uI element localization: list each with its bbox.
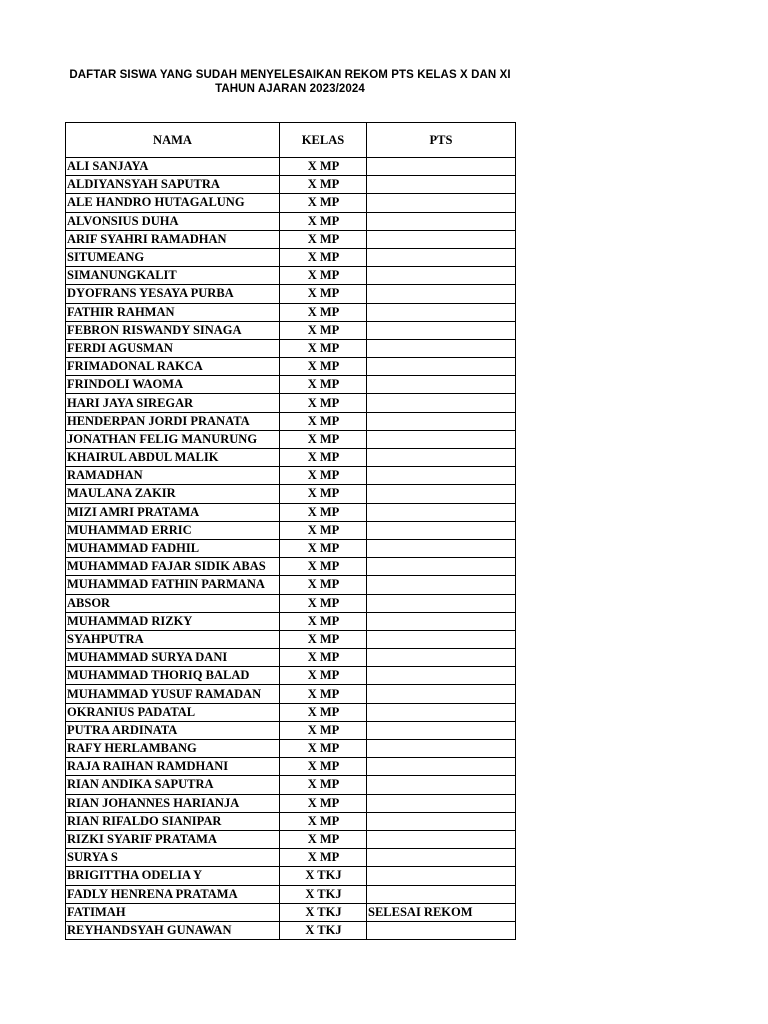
cell-pts	[367, 539, 516, 557]
cell-pts	[367, 812, 516, 830]
cell-kelas: X MP	[280, 394, 367, 412]
table-row	[66, 594, 516, 612]
table-row	[66, 230, 516, 248]
cell-pts	[367, 248, 516, 266]
cell-kelas: X MP	[280, 594, 367, 612]
cell-kelas: X MP	[280, 630, 367, 648]
table-row	[66, 703, 516, 721]
table-row	[66, 321, 516, 339]
table-row	[66, 539, 516, 557]
table-row	[66, 849, 516, 867]
cell-kelas: X TKJ	[280, 903, 367, 921]
cell-pts	[367, 594, 516, 612]
cell-nama: OKRANIUS PADATAL	[66, 703, 280, 721]
cell-pts	[367, 176, 516, 194]
cell-pts	[367, 703, 516, 721]
cell-nama: ALI SANJAYA	[66, 158, 280, 176]
cell-pts	[367, 867, 516, 885]
table-row	[66, 503, 516, 521]
cell-pts	[367, 230, 516, 248]
cell-nama: FATIMAH	[66, 903, 280, 921]
cell-kelas: X MP	[280, 830, 367, 848]
table-row	[66, 576, 516, 594]
table-row	[66, 867, 516, 885]
table-row	[66, 667, 516, 685]
table-row	[66, 158, 516, 176]
cell-kelas: X MP	[280, 667, 367, 685]
cell-pts	[367, 776, 516, 794]
cell-kelas: X MP	[280, 776, 367, 794]
cell-pts	[367, 921, 516, 939]
header-pts: PTS	[367, 123, 516, 158]
cell-pts	[367, 667, 516, 685]
cell-nama: REYHANDSYAH GUNAWAN	[66, 921, 280, 939]
cell-nama: MUHAMMAD YUSUF RAMADAN	[66, 685, 280, 703]
document-title: DAFTAR SISWA YANG SUDAH MENYELESAIKAN REKOM PTS KELAS X DAN XI	[69, 69, 511, 81]
cell-kelas: X MP	[280, 721, 367, 739]
cell-nama: SITUMEANG	[66, 248, 280, 266]
table-row	[66, 176, 516, 194]
cell-nama: RAFY HERLAMBANG	[66, 740, 280, 758]
cell-kelas: X MP	[280, 449, 367, 467]
cell-pts	[367, 740, 516, 758]
cell-kelas: X TKJ	[280, 867, 367, 885]
cell-pts	[367, 158, 516, 176]
table-row	[66, 521, 516, 539]
cell-nama: DYOFRANS YESAYA PURBA	[66, 285, 280, 303]
cell-kelas: X MP	[280, 194, 367, 212]
cell-pts	[367, 649, 516, 667]
cell-nama: SIMANUNGKALIT	[66, 267, 280, 285]
document-subtitle: TAHUN AJARAN 2023/2024	[215, 83, 365, 95]
cell-kelas: X MP	[280, 267, 367, 285]
cell-kelas: X MP	[280, 758, 367, 776]
cell-kelas: X MP	[280, 485, 367, 503]
table-row	[66, 558, 516, 576]
table-row	[66, 485, 516, 503]
cell-kelas: X MP	[280, 376, 367, 394]
table-row	[66, 467, 516, 485]
cell-kelas: X MP	[280, 303, 367, 321]
table-row	[66, 212, 516, 230]
header-row	[66, 123, 516, 158]
cell-nama: MUHAMMAD FATHIN PARMANA	[66, 576, 280, 594]
student-table	[65, 122, 516, 940]
cell-nama: MIZI AMRI PRATAMA	[66, 503, 280, 521]
table-row	[66, 285, 516, 303]
cell-nama: BRIGITTHA ODELIA Y	[66, 867, 280, 885]
table-row	[66, 885, 516, 903]
cell-pts	[367, 358, 516, 376]
cell-kelas: X MP	[280, 703, 367, 721]
cell-pts	[367, 503, 516, 521]
cell-nama: MUHAMMAD THORIQ BALAD	[66, 667, 280, 685]
table-row	[66, 412, 516, 430]
cell-pts	[367, 212, 516, 230]
cell-kelas: X MP	[280, 321, 367, 339]
cell-pts	[367, 449, 516, 467]
cell-nama: RAJA RAIHAN RAMDHANI	[66, 758, 280, 776]
cell-nama: HARI JAYA SIREGAR	[66, 394, 280, 412]
table-row	[66, 794, 516, 812]
cell-pts	[367, 558, 516, 576]
cell-pts	[367, 321, 516, 339]
table-row	[66, 630, 516, 648]
cell-pts	[367, 849, 516, 867]
table-body	[66, 158, 516, 940]
table-row	[66, 358, 516, 376]
cell-kelas: X MP	[280, 412, 367, 430]
cell-nama: FADLY HENRENA PRATAMA	[66, 885, 280, 903]
cell-nama: RIZKI SYARIF PRATAMA	[66, 830, 280, 848]
cell-nama: RAMADHAN	[66, 467, 280, 485]
table-row	[66, 921, 516, 939]
cell-nama: ALE HANDRO HUTAGALUNG	[66, 194, 280, 212]
table-row	[66, 449, 516, 467]
cell-kelas: X TKJ	[280, 885, 367, 903]
table-row	[66, 612, 516, 630]
table-row	[66, 721, 516, 739]
cell-pts	[367, 285, 516, 303]
cell-pts	[367, 339, 516, 357]
cell-nama: PUTRA ARDINATA	[66, 721, 280, 739]
cell-pts	[367, 485, 516, 503]
table-row	[66, 649, 516, 667]
table-row	[66, 830, 516, 848]
cell-nama: MUHAMMAD SURYA DANI	[66, 649, 280, 667]
cell-kelas: X MP	[280, 649, 367, 667]
cell-kelas: X MP	[280, 248, 367, 266]
cell-nama: MAULANA ZAKIR	[66, 485, 280, 503]
cell-pts	[367, 194, 516, 212]
cell-kelas: X MP	[280, 558, 367, 576]
table-row	[66, 267, 516, 285]
table-row	[66, 394, 516, 412]
cell-nama: ALDIYANSYAH SAPUTRA	[66, 176, 280, 194]
table-row	[66, 740, 516, 758]
cell-pts	[367, 758, 516, 776]
cell-nama: SURYA S	[66, 849, 280, 867]
cell-nama: MUHAMMAD RIZKY	[66, 612, 280, 630]
cell-pts	[367, 267, 516, 285]
cell-nama: RIAN ANDIKA SAPUTRA	[66, 776, 280, 794]
table-row	[66, 339, 516, 357]
cell-kelas: X MP	[280, 539, 367, 557]
cell-nama: ABSOR	[66, 594, 280, 612]
cell-pts	[367, 467, 516, 485]
cell-pts	[367, 685, 516, 703]
table-row	[66, 376, 516, 394]
cell-pts	[367, 303, 516, 321]
cell-pts	[367, 630, 516, 648]
cell-pts: SELESAI REKOM	[367, 903, 516, 921]
table-row	[66, 303, 516, 321]
header-kelas: KELAS	[280, 123, 367, 158]
cell-kelas: X MP	[280, 285, 367, 303]
cell-kelas: X MP	[280, 685, 367, 703]
cell-nama: JONATHAN FELIG MANURUNG	[66, 430, 280, 448]
cell-kelas: X MP	[280, 212, 367, 230]
table-row	[66, 758, 516, 776]
table-row	[66, 430, 516, 448]
cell-nama: FEBRON RISWANDY SINAGA	[66, 321, 280, 339]
cell-nama: MUHAMMAD ERRIC	[66, 521, 280, 539]
cell-pts	[367, 376, 516, 394]
cell-kelas: X MP	[280, 740, 367, 758]
cell-nama: RIAN RIFALDO SIANIPAR	[66, 812, 280, 830]
cell-kelas: X MP	[280, 521, 367, 539]
cell-pts	[367, 576, 516, 594]
cell-pts	[367, 794, 516, 812]
table-row	[66, 812, 516, 830]
table-row	[66, 194, 516, 212]
cell-nama: MUHAMMAD FAJAR SIDIK ABAS	[66, 558, 280, 576]
cell-nama: FERDI AGUSMAN	[66, 339, 280, 357]
cell-pts	[367, 885, 516, 903]
cell-kelas: X MP	[280, 794, 367, 812]
cell-nama: HENDERPAN JORDI PRANATA	[66, 412, 280, 430]
cell-nama: MUHAMMAD FADHIL	[66, 539, 280, 557]
cell-nama: ARIF SYAHRI RAMADHAN	[66, 230, 280, 248]
cell-nama: FRIMADONAL RAKCA	[66, 358, 280, 376]
cell-pts	[367, 412, 516, 430]
header-nama: NAMA	[66, 123, 280, 158]
cell-kelas: X MP	[280, 176, 367, 194]
cell-pts	[367, 830, 516, 848]
cell-pts	[367, 430, 516, 448]
cell-kelas: X MP	[280, 576, 367, 594]
cell-kelas: X MP	[280, 230, 367, 248]
cell-kelas: X MP	[280, 339, 367, 357]
cell-kelas: X MP	[280, 503, 367, 521]
cell-nama: KHAIRUL ABDUL MALIK	[66, 449, 280, 467]
cell-kelas: X MP	[280, 358, 367, 376]
cell-kelas: X MP	[280, 849, 367, 867]
cell-kelas: X MP	[280, 158, 367, 176]
cell-kelas: X MP	[280, 430, 367, 448]
table-row	[66, 776, 516, 794]
cell-kelas: X MP	[280, 467, 367, 485]
table-row	[66, 685, 516, 703]
cell-kelas: X MP	[280, 612, 367, 630]
cell-nama: RIAN JOHANNES HARIANJA	[66, 794, 280, 812]
cell-nama: FATHIR RAHMAN	[66, 303, 280, 321]
cell-pts	[367, 612, 516, 630]
cell-pts	[367, 521, 516, 539]
cell-nama: ALVONSIUS DUHA	[66, 212, 280, 230]
cell-pts	[367, 394, 516, 412]
cell-nama: SYAHPUTRA	[66, 630, 280, 648]
table-row	[66, 248, 516, 266]
cell-kelas: X MP	[280, 812, 367, 830]
cell-kelas: X TKJ	[280, 921, 367, 939]
cell-pts	[367, 721, 516, 739]
table-row	[66, 903, 516, 921]
cell-nama: FRINDOLI WAOMA	[66, 376, 280, 394]
